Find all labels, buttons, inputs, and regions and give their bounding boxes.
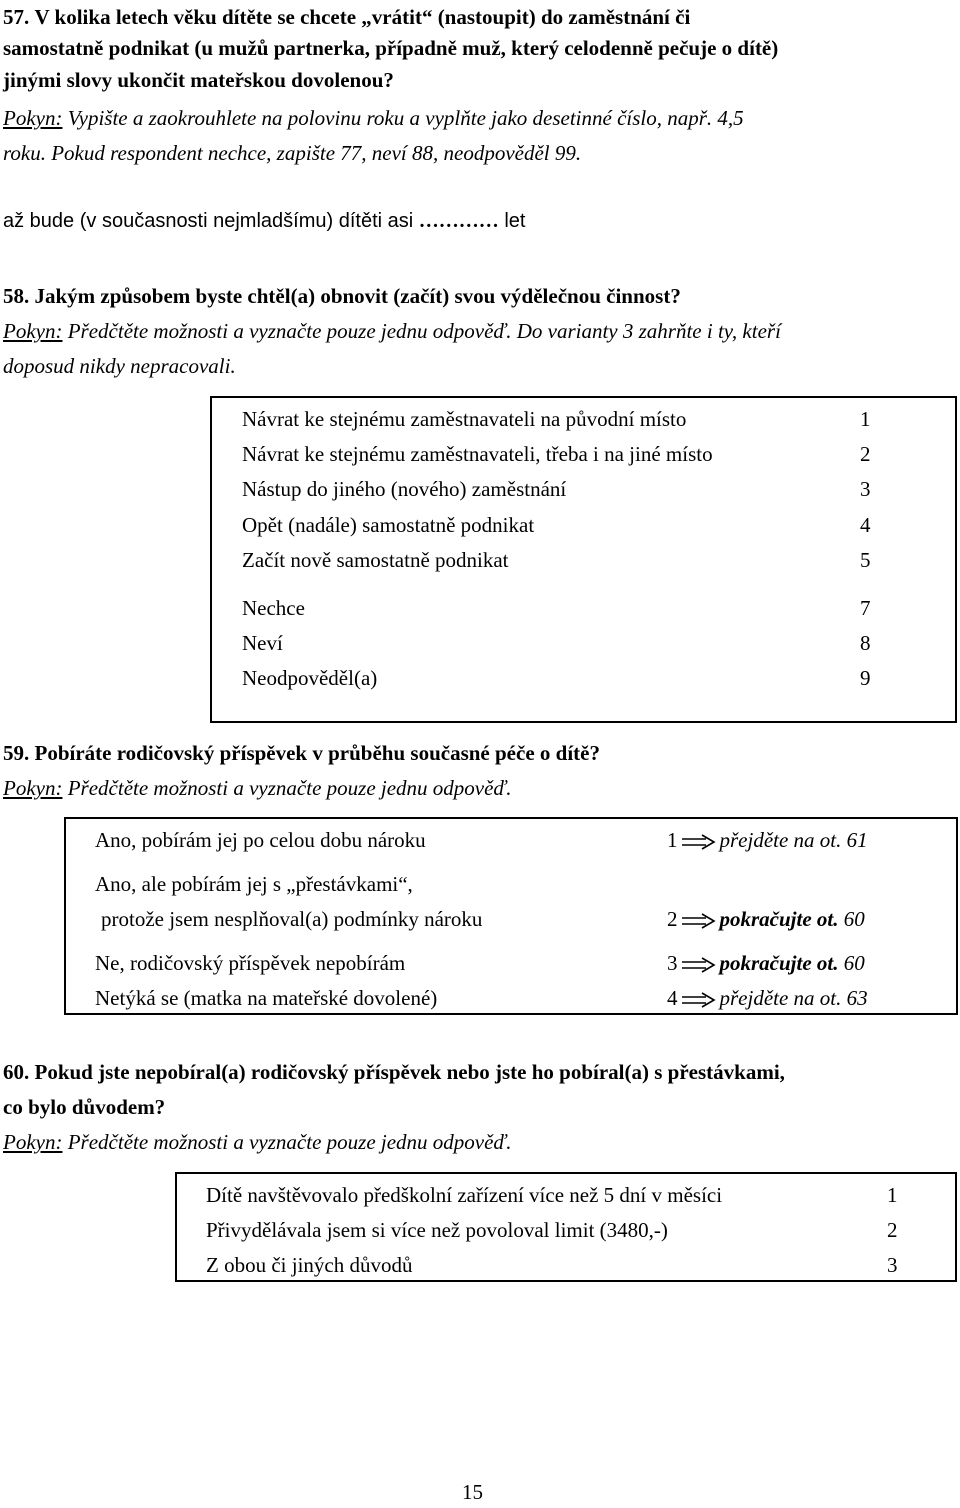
answer-suffix: let xyxy=(498,210,526,232)
page-number: 15 xyxy=(462,1480,483,1504)
double-right-arrow-icon xyxy=(682,834,716,850)
option-code[interactable]: 1 xyxy=(860,407,871,431)
double-right-arrow-icon xyxy=(682,992,716,1008)
options-box xyxy=(175,1172,957,1282)
question-number: 58. xyxy=(3,284,30,308)
option-code[interactable]: 2 xyxy=(860,442,871,466)
question-number: 59. xyxy=(3,741,30,765)
option-code-route[interactable] xyxy=(667,981,868,1016)
option-code-route[interactable] xyxy=(667,823,868,858)
instruction xyxy=(3,771,511,806)
option-code-route[interactable] xyxy=(667,902,865,937)
question-number: 60. xyxy=(3,1060,30,1084)
option-label-line2[interactable]: protože jsem nesplňoval(a) podmínky nároku xyxy=(101,907,483,931)
option-code[interactable]: 7 xyxy=(860,596,871,620)
options-box xyxy=(64,817,958,1015)
option-code: 3 xyxy=(667,951,678,975)
option-label[interactable]: Ne, rodičovský příspěvek nepobírám xyxy=(95,951,406,975)
question-text: V kolika letech věku dítěte se chcete „vrátit“ (nastoupit) do zaměstnání či xyxy=(34,5,691,29)
instruction xyxy=(3,101,744,136)
option-label[interactable]: Ano, ale pobírám jej s „přestávkami“, xyxy=(95,872,413,896)
instruction-text: roku. Pokud respondent nechce, zapište 77, neví 88, neodpověděl 99. xyxy=(3,141,582,165)
instruction xyxy=(3,1125,511,1160)
route-action: pokračujte ot. xyxy=(719,907,839,931)
answer-line xyxy=(3,210,525,233)
instruction-text: Předčtěte možnosti a vyznačte pouze jednu odpověď. xyxy=(62,1130,512,1154)
question-58-title xyxy=(3,279,681,314)
option-code-route[interactable] xyxy=(667,946,865,981)
question-57-line3 xyxy=(3,63,394,98)
option-label[interactable]: Nástup do jiného (nového) zaměstnání xyxy=(242,477,567,501)
question-text: Pokud jste nepobíral(a) rodičovský příspěvek nebo jste ho pobíral(a) s přestávkami, xyxy=(34,1060,785,1084)
instruction-label: Pokyn: xyxy=(3,106,63,130)
double-right-arrow-icon xyxy=(682,957,716,973)
instruction-text: doposud nikdy nepracovali. xyxy=(3,354,236,378)
route-action: přejděte na ot. xyxy=(719,986,842,1010)
route-target: 61 xyxy=(846,828,868,852)
option-code[interactable]: 9 xyxy=(860,666,871,690)
instruction-label: Pokyn: xyxy=(3,1130,63,1154)
option-label[interactable]: Ano, pobírám jej po celou dobu nároku xyxy=(95,828,426,852)
option-label[interactable]: Návrat ke stejnému zaměstnavateli na původní místo xyxy=(242,407,687,431)
question-text: Jakým způsobem byste chtěl(a) obnovit (začít) svou výdělečnou činnost? xyxy=(34,284,681,308)
instruction-text: Předčtěte možnosti a vyznačte pouze jednu odpověď. Do varianty 3 zahrňte i ty, kteří xyxy=(62,319,781,343)
option-code: 1 xyxy=(667,828,678,852)
option-label[interactable]: Návrat ke stejnému zaměstnavateli, třeba i na jiné místo xyxy=(242,442,713,466)
question-text: jinými slovy ukončit mateřskou dovolenou? xyxy=(3,68,394,92)
question-59-title xyxy=(3,736,600,771)
route-target: 60 xyxy=(843,951,865,975)
option-code[interactable]: 5 xyxy=(860,548,871,572)
instruction-text: Vypište a zaokrouhlete na polovinu roku a vyplňte jako desetinné číslo, např. 4,5 xyxy=(62,106,744,130)
question-text: samostatně podnikat (u mužů partnerka, případně muž, který celodenně pečuje o dítě) xyxy=(3,36,779,60)
question-text: Pobíráte rodičovský příspěvek v průběhu současné péče o dítě? xyxy=(34,741,600,765)
options-box xyxy=(210,396,957,723)
instruction-text: Předčtěte možnosti a vyznačte pouze jednu odpověď. xyxy=(62,776,512,800)
question-number: 57. xyxy=(3,5,30,29)
instruction-line2 xyxy=(3,349,236,384)
option-code: 4 xyxy=(667,986,678,1010)
option-code[interactable]: 4 xyxy=(860,513,871,537)
instruction-label: Pokyn: xyxy=(3,776,63,800)
answer-blank[interactable]: ………… xyxy=(418,210,499,232)
option-code[interactable]: 2 xyxy=(887,1218,898,1242)
instruction-label: Pokyn: xyxy=(3,319,63,343)
option-label[interactable]: Přivydělávala jsem si více než povoloval limit (3480,-) xyxy=(206,1218,668,1242)
option-code[interactable]: 3 xyxy=(860,477,871,501)
option-code[interactable]: 8 xyxy=(860,631,871,655)
question-57-line1 xyxy=(3,0,953,35)
instruction-line2 xyxy=(3,136,581,171)
route-target: 60 xyxy=(843,907,865,931)
option-label[interactable]: Neodpověděl(a) xyxy=(242,666,378,690)
route-action: přejděte na ot. xyxy=(719,828,842,852)
double-right-arrow-icon xyxy=(682,913,716,929)
question-57-line2 xyxy=(3,31,778,66)
option-code[interactable]: 1 xyxy=(887,1183,898,1207)
answer-prefix: až bude (v současnosti nejmladšímu) dítěti asi xyxy=(3,210,419,232)
option-code: 2 xyxy=(667,907,678,931)
route-action: pokračujte ot. xyxy=(719,951,839,975)
option-label[interactable]: Opět (nadále) samostatně podnikat xyxy=(242,513,535,537)
option-code[interactable]: 3 xyxy=(887,1253,898,1277)
option-label[interactable]: Dítě navštěvovalo předškolní zařízení více než 5 dní v měsíci xyxy=(206,1183,723,1207)
option-label[interactable]: Začít nově samostatně podnikat xyxy=(242,548,509,572)
question-60-line1 xyxy=(3,1055,953,1090)
option-label[interactable]: Z obou či jiných důvodů xyxy=(206,1253,413,1277)
instruction xyxy=(3,314,781,349)
route-target: 63 xyxy=(846,986,868,1010)
question-text: co bylo důvodem? xyxy=(3,1095,166,1119)
option-label[interactable]: Netýká se (matka na mateřské dovolené) xyxy=(95,986,438,1010)
option-label[interactable]: Neví xyxy=(242,631,283,655)
option-label[interactable]: Nechce xyxy=(242,596,305,620)
question-60-line2 xyxy=(3,1090,165,1125)
